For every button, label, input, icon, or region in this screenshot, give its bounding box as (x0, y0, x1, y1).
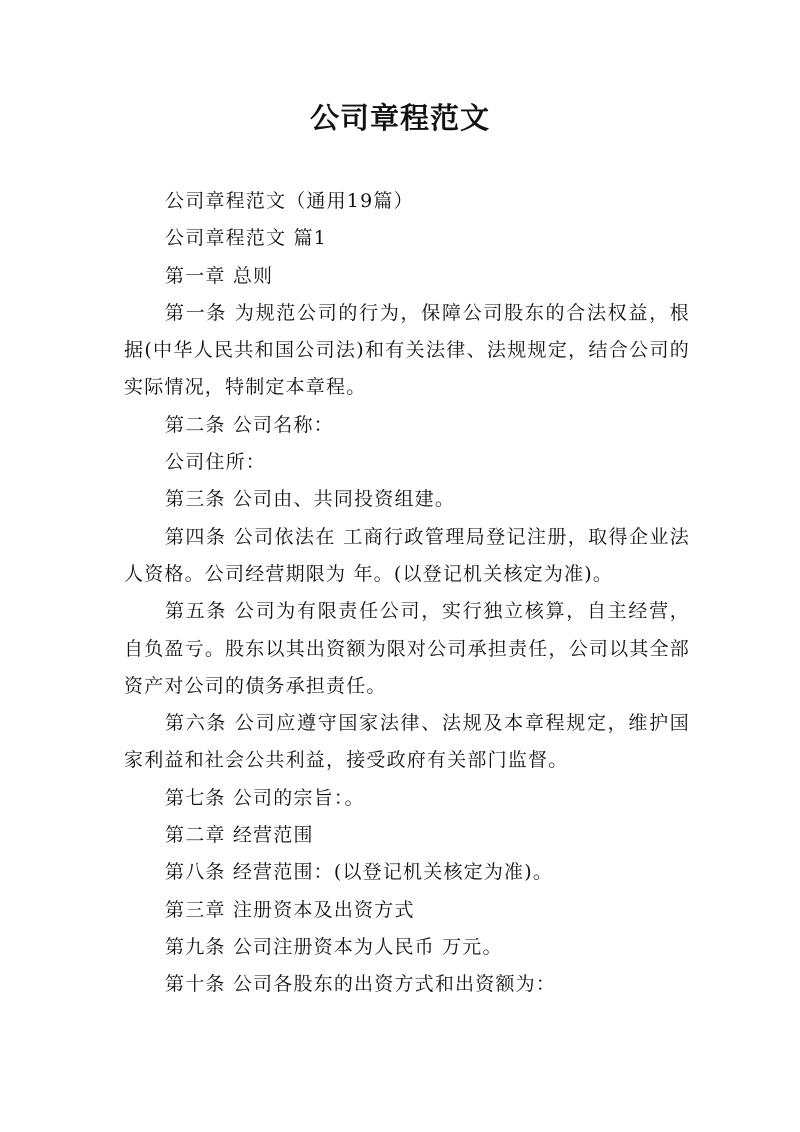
paragraph-clause-3: 第三条 公司由、共同投资组建。 (165, 488, 456, 511)
paragraph-clause-10: 第十条 公司各股东的出资方式和出资额为： (165, 973, 557, 996)
paragraph-heading-collection: 公司章程范文（通用19篇） (165, 190, 414, 212)
paragraph-company-address: 公司住所： (165, 451, 267, 474)
paragraph-clause-1: 第一条 为规范公司的行为，保障公司股东的合法权益，根据(中华人民共和国公司法)和有关法律、法规规定，结合公司的实际情况，特制定本章程。 (124, 301, 690, 399)
document-body (124, 183, 690, 1004)
paragraph-clause-2: 第二条 公司名称： (165, 413, 334, 436)
document-title: 公司章程范文 (309, 101, 490, 135)
paragraph-clause-9: 第九条 公司注册资本为人民币 万元。 (165, 935, 503, 958)
paragraph-clause-4: 第四条 公司依法在 工商行政管理局登记注册，取得企业法人资格。公司经营期限为 年。(以登记机关核定为准)。 (124, 525, 690, 585)
paragraph-clause-7: 第七条 公司的宗旨：。 (165, 786, 365, 809)
paragraph-chapter-2: 第二章 经营范围 (165, 824, 314, 847)
paragraph-article-heading: 公司章程范文 篇1 (165, 227, 327, 250)
paragraph-clause-6: 第六条 公司应遵守国家法律、法规及本章程规定，维护国家利益和社会公共利益，接受政府有关部门监督。 (124, 712, 690, 772)
paragraph-clause-8: 第八条 经营范围：(以登记机关核定为准)。 (165, 861, 554, 884)
paragraph-clause-5: 第五条 公司为有限责任公司，实行独立核算，自主经营，自负盈亏。股东以其出资额为限对公司承担责任，公司以其全部资产对公司的债务承担责任。 (124, 600, 690, 697)
paragraph-chapter-1: 第一章 总则 (165, 264, 274, 287)
paragraph-chapter-3: 第三章 注册资本及出资方式 (165, 898, 415, 921)
